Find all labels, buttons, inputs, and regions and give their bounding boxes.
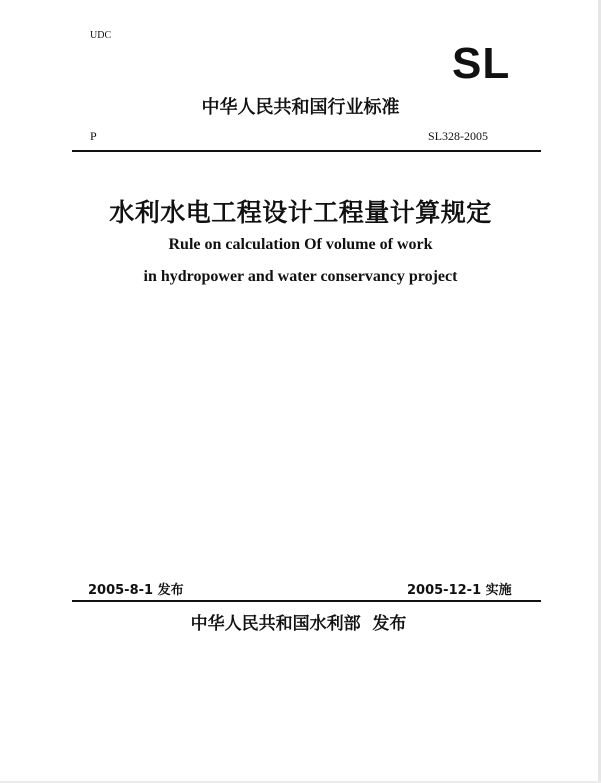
implementation-date: 2005-12-1 实施: [407, 583, 512, 598]
standard-category-heading: [0, 93, 601, 119]
bottom-divider: [72, 600, 541, 602]
publisher-line: [0, 609, 601, 634]
top-divider: [72, 150, 541, 152]
standard-number: SL328-2005: [428, 129, 488, 143]
document-title-english-line-2: in hydropower and water conservancy project: [143, 268, 458, 285]
classification-code: P: [90, 129, 97, 143]
issue-date: 2005-8-1 发布: [88, 583, 184, 598]
document-title-english-line-1: Rule on calculation Of volume of work: [168, 236, 433, 253]
udc-label: UDC: [90, 30, 112, 41]
standard-category-text: 中华人民共和国行业标准: [201, 97, 400, 118]
publisher-text: 中华人民共和国水利部 发布: [190, 614, 407, 634]
document-title-chinese: 水利水电工程设计工程量计算规定: [109, 198, 492, 227]
standard-logo: SL: [452, 39, 511, 88]
